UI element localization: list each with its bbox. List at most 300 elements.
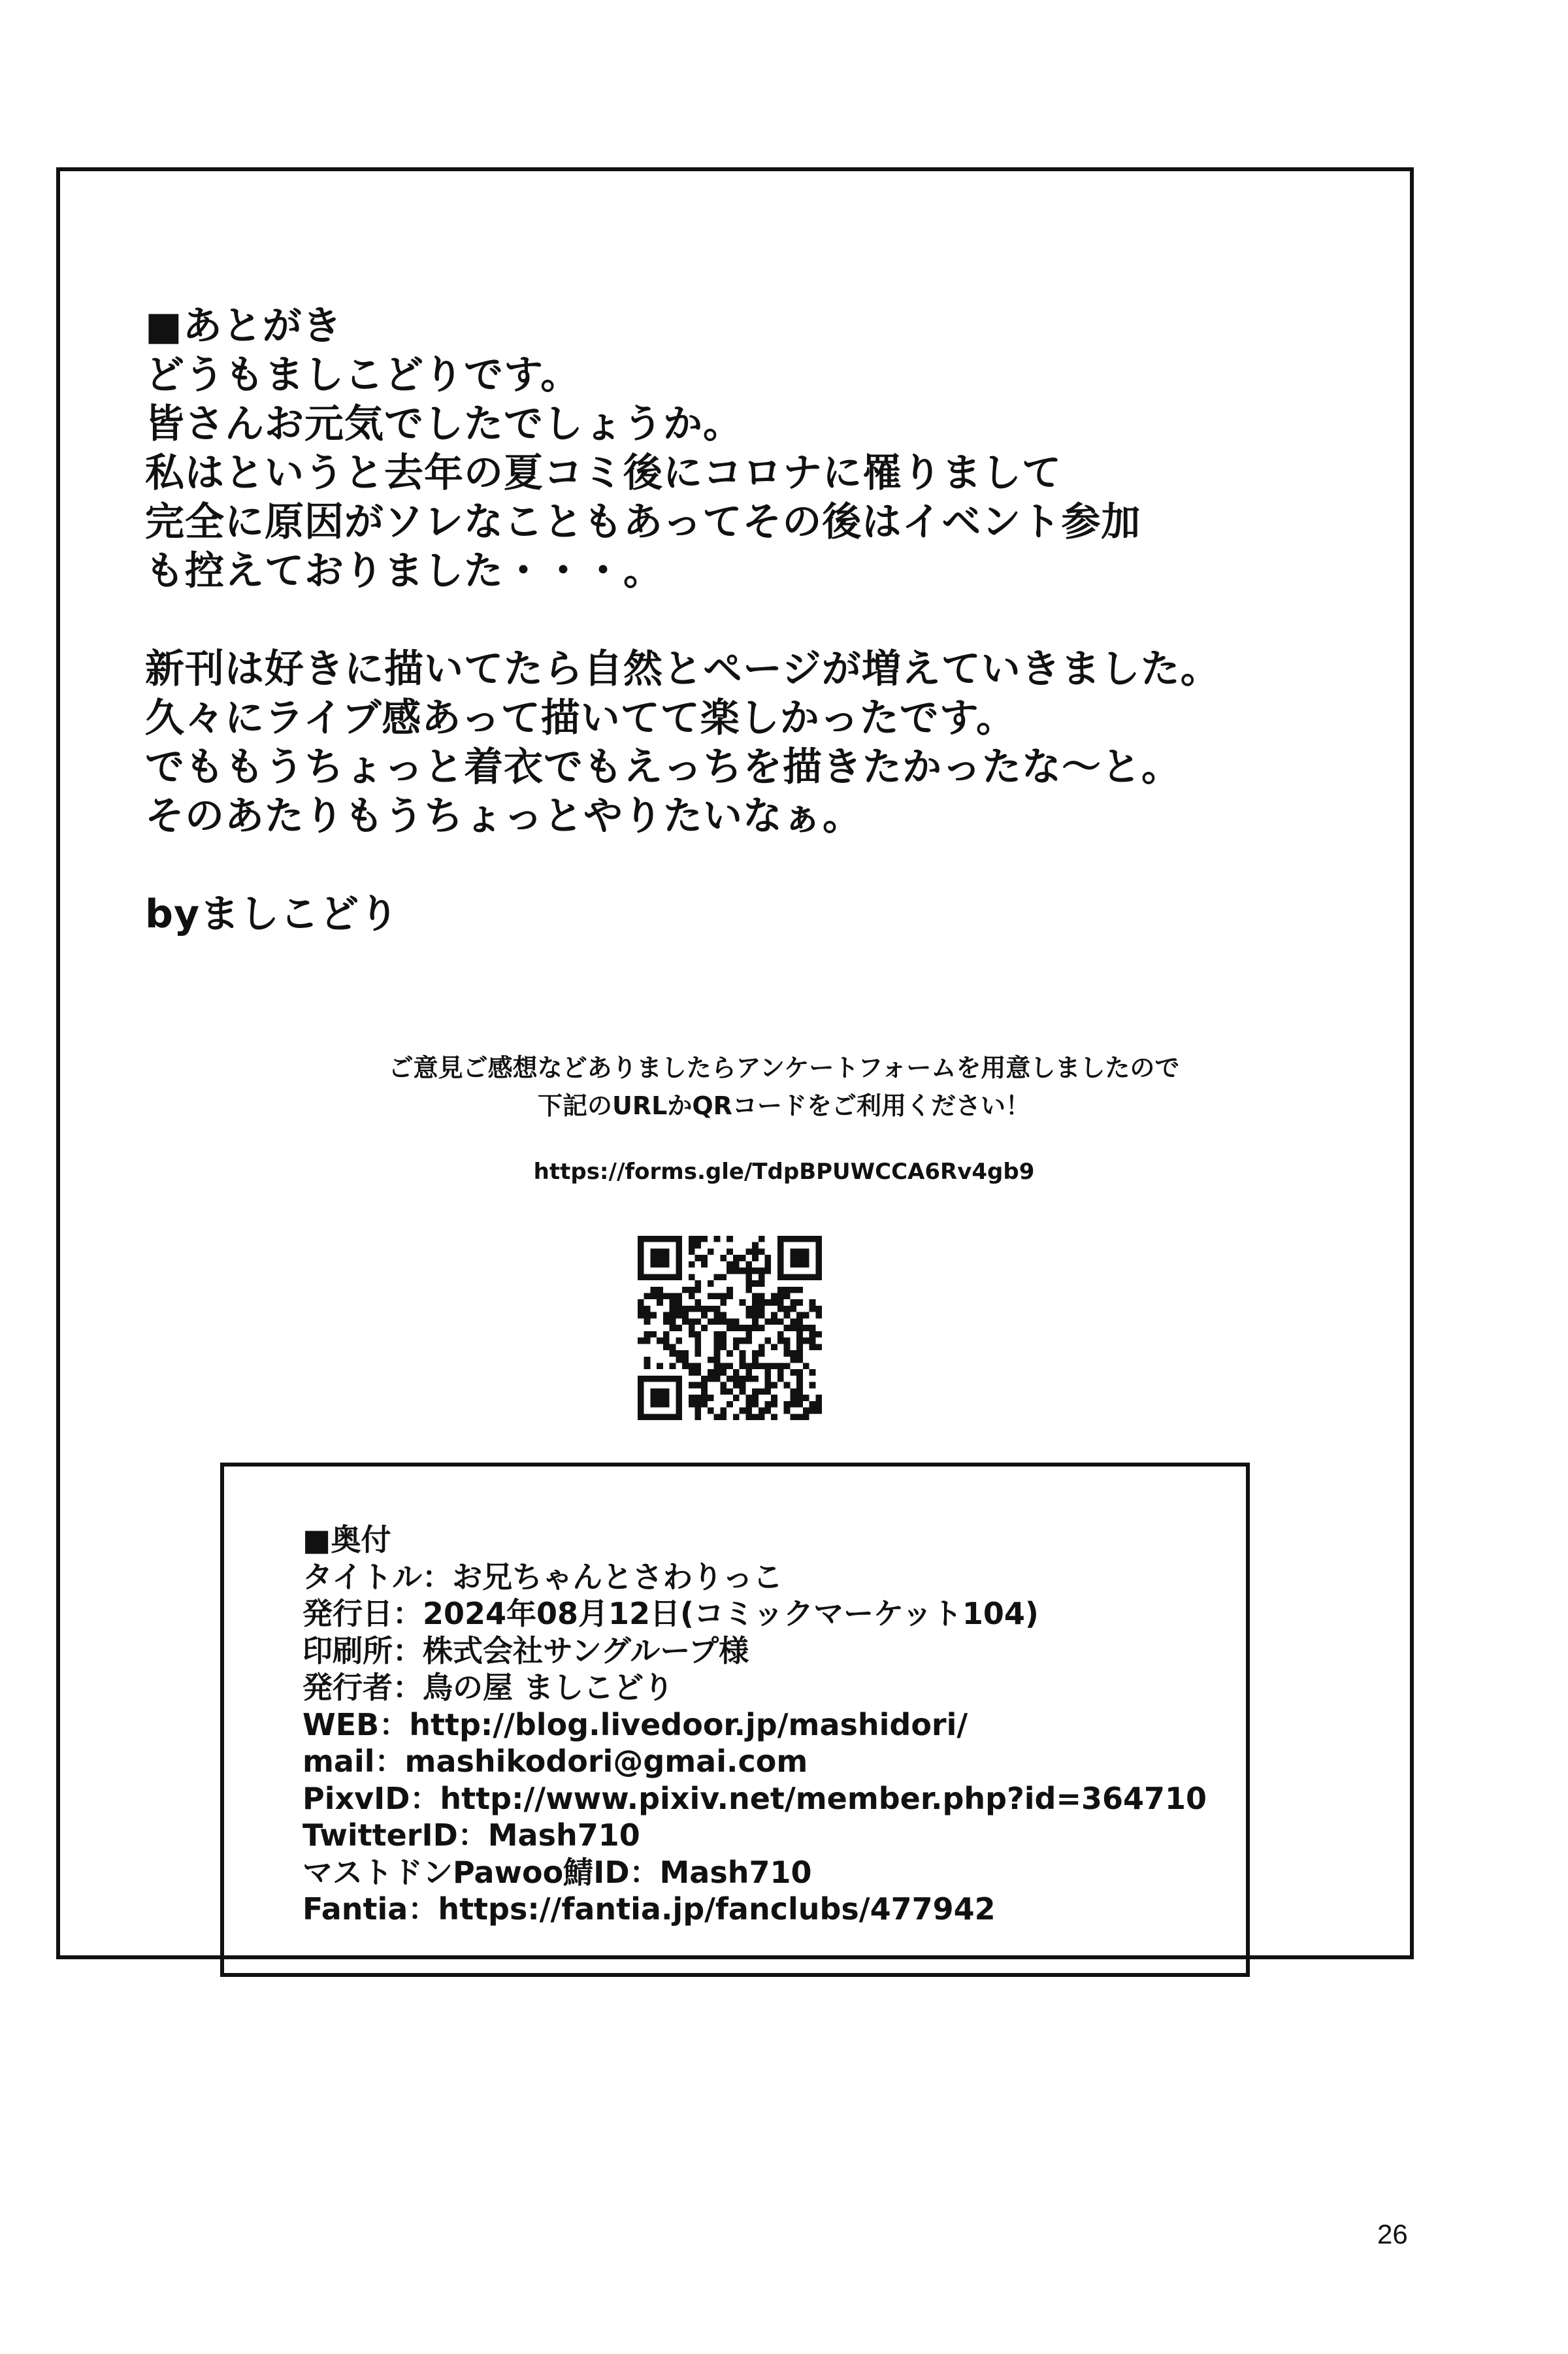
qr-module <box>784 1338 791 1344</box>
qr-module <box>689 1395 695 1401</box>
qr-module <box>657 1255 663 1261</box>
qr-module <box>759 1248 765 1255</box>
qr-module <box>771 1401 777 1408</box>
qr-module <box>689 1248 695 1255</box>
qr-module <box>714 1414 721 1420</box>
qr-module <box>764 1376 771 1382</box>
qr-module <box>695 1280 702 1287</box>
qr-module <box>638 1255 644 1261</box>
qr-module <box>676 1255 682 1261</box>
qr-module <box>809 1344 816 1350</box>
qr-module <box>670 1363 676 1369</box>
colophon-publisher: 発行者：鳥の屋 ましこどり <box>302 1670 674 1705</box>
paragraph-gap <box>145 596 1399 645</box>
qr-module <box>714 1274 721 1280</box>
qr-module <box>689 1369 695 1376</box>
qr-module <box>727 1318 733 1325</box>
qr-module <box>796 1325 803 1331</box>
qr-module <box>733 1255 740 1261</box>
qr-module <box>803 1248 809 1255</box>
qr-module <box>657 1236 663 1242</box>
qr-module <box>796 1369 803 1376</box>
qr-module <box>670 1318 676 1325</box>
qr-module <box>727 1376 733 1382</box>
qr-module <box>764 1408 771 1414</box>
qr-module <box>689 1382 695 1389</box>
qr-module <box>650 1388 657 1395</box>
qr-module <box>790 1299 796 1306</box>
qr-module <box>777 1338 784 1344</box>
qr-module <box>759 1414 765 1420</box>
afterword-line: 久々にライブ感あって描いてて楽しかったです。 <box>145 695 1016 741</box>
qr-module <box>689 1287 695 1293</box>
qr-module <box>650 1376 657 1382</box>
qr-module <box>771 1312 777 1319</box>
qr-module <box>777 1299 784 1306</box>
qr-module <box>740 1268 746 1274</box>
qr-module <box>714 1338 721 1344</box>
qr-module <box>638 1382 644 1389</box>
qr-module <box>745 1338 752 1344</box>
qr-module <box>777 1268 784 1274</box>
qr-module <box>815 1395 822 1401</box>
qr-module <box>733 1318 740 1325</box>
qr-module <box>676 1350 682 1357</box>
qr-module <box>682 1350 689 1357</box>
qr-module <box>638 1312 644 1319</box>
qr-module <box>708 1408 714 1414</box>
qr-module <box>644 1306 651 1312</box>
qr-module <box>650 1401 657 1408</box>
survey-notice-line: 下記のURLかQRコードをご利用ください！ <box>538 1091 1030 1120</box>
qr-module <box>676 1376 682 1382</box>
qr-module <box>638 1395 644 1401</box>
qr-module <box>644 1274 651 1280</box>
qr-module <box>777 1255 784 1261</box>
qr-module <box>815 1255 822 1261</box>
qr-module <box>714 1357 721 1363</box>
qr-module <box>790 1414 796 1420</box>
qr-module <box>650 1312 657 1319</box>
qr-module <box>815 1344 822 1350</box>
qr-module <box>733 1268 740 1274</box>
qr-module <box>759 1344 765 1350</box>
qr-module <box>759 1274 765 1280</box>
qr-module <box>663 1312 670 1319</box>
qr-module <box>676 1299 682 1306</box>
qr-module <box>796 1414 803 1420</box>
qr-module <box>657 1388 663 1395</box>
qr-module <box>733 1261 740 1268</box>
qr-module <box>784 1363 791 1369</box>
qr-module <box>759 1293 765 1300</box>
qr-module <box>663 1248 670 1255</box>
qr-code-graphic <box>638 1236 822 1420</box>
qr-module <box>745 1287 752 1293</box>
survey-notice <box>0 1049 1568 1125</box>
qr-module <box>803 1274 809 1280</box>
qr-module <box>790 1261 796 1268</box>
qr-module <box>752 1388 759 1395</box>
qr-module <box>695 1318 702 1325</box>
qr-module <box>720 1293 727 1300</box>
qr-module <box>676 1248 682 1255</box>
qr-module <box>790 1388 796 1395</box>
qr-module <box>689 1331 695 1338</box>
qr-module <box>657 1299 663 1306</box>
qr-module <box>650 1236 657 1242</box>
qr-module <box>752 1357 759 1363</box>
qr-module <box>727 1363 733 1369</box>
qr-module <box>638 1268 644 1274</box>
qr-module <box>764 1299 771 1306</box>
qr-module <box>764 1338 771 1344</box>
qr-module <box>777 1274 784 1280</box>
qr-module <box>790 1325 796 1331</box>
qr-module <box>695 1414 702 1420</box>
qr-module <box>784 1401 791 1408</box>
qr-module <box>752 1414 759 1420</box>
qr-module <box>689 1261 695 1268</box>
qr-module <box>777 1248 784 1255</box>
qr-module <box>670 1350 676 1357</box>
qr-module <box>650 1395 657 1401</box>
colophon-title: タイトル：お兄ちゃんとさわりっこ <box>302 1559 783 1595</box>
qr-module <box>784 1274 791 1280</box>
qr-module <box>745 1395 752 1401</box>
qr-module <box>670 1344 676 1350</box>
qr-module <box>714 1236 721 1242</box>
qr-module <box>815 1401 822 1408</box>
qr-module <box>790 1236 796 1242</box>
colophon-web: WEB：http://blog.livedoor.jp/mashidori/ <box>302 1706 968 1742</box>
qr-module <box>650 1248 657 1255</box>
qr-module <box>708 1395 714 1401</box>
qr-module <box>714 1344 721 1350</box>
qr-module <box>784 1382 791 1389</box>
qr-module <box>771 1382 777 1389</box>
qr-module <box>796 1299 803 1306</box>
qr-module <box>771 1293 777 1300</box>
qr-module <box>676 1401 682 1408</box>
qr-module <box>701 1312 708 1319</box>
qr-module <box>657 1248 663 1255</box>
qr-module <box>708 1357 714 1363</box>
qr-module <box>752 1299 759 1306</box>
qr-module <box>727 1350 733 1357</box>
qr-module <box>650 1414 657 1420</box>
qr-module <box>657 1287 663 1293</box>
qr-module <box>815 1236 822 1242</box>
qr-module <box>803 1236 809 1242</box>
qr-module <box>745 1331 752 1338</box>
qr-module <box>676 1312 682 1319</box>
qr-module <box>663 1331 670 1338</box>
qr-module <box>695 1287 702 1293</box>
qr-module <box>790 1255 796 1261</box>
qr-module <box>720 1274 727 1280</box>
qr-module <box>657 1401 663 1408</box>
qr-module <box>771 1318 777 1325</box>
qr-module <box>650 1331 657 1338</box>
qr-module <box>638 1299 644 1306</box>
qr-module <box>815 1306 822 1312</box>
qr-module <box>644 1331 651 1338</box>
qr-module <box>759 1350 765 1357</box>
qr-module <box>650 1255 657 1261</box>
qr-module <box>689 1325 695 1331</box>
qr-module <box>663 1338 670 1344</box>
qr-module <box>695 1338 702 1344</box>
qr-module <box>670 1293 676 1300</box>
qr-module <box>809 1236 816 1242</box>
qr-module <box>650 1274 657 1280</box>
qr-module <box>796 1395 803 1401</box>
qr-module <box>670 1274 676 1280</box>
qr-module <box>796 1255 803 1261</box>
qr-module <box>815 1408 822 1414</box>
qr-module <box>740 1299 746 1306</box>
qr-module <box>689 1363 695 1369</box>
qr-module <box>764 1401 771 1408</box>
qr-module <box>670 1299 676 1306</box>
qr-module <box>796 1350 803 1357</box>
qr-module <box>727 1248 733 1255</box>
qr-module <box>809 1331 816 1338</box>
qr-module <box>745 1312 752 1319</box>
qr-module <box>740 1382 746 1389</box>
qr-module <box>638 1242 644 1249</box>
qr-module <box>740 1388 746 1395</box>
qr-module <box>740 1255 746 1261</box>
colophon-body <box>302 1521 1207 1928</box>
qr-module <box>752 1248 759 1255</box>
colophon-pixiv: PixvID：http://www.pixiv.net/member.php?id=364710 <box>302 1780 1207 1816</box>
qr-module <box>809 1338 816 1344</box>
qr-module <box>752 1280 759 1287</box>
afterword-line: 完全に原因がソレなこともあってその後はイベント参加 <box>145 499 1141 545</box>
qr-module <box>676 1414 682 1420</box>
qr-module <box>784 1306 791 1312</box>
qr-module <box>784 1408 791 1414</box>
qr-module <box>701 1388 708 1395</box>
qr-module <box>701 1395 708 1401</box>
qr-module <box>796 1236 803 1242</box>
qr-module <box>796 1401 803 1408</box>
qr-module <box>771 1395 777 1401</box>
qr-module <box>708 1248 714 1255</box>
qr-module <box>695 1344 702 1350</box>
qr-module <box>752 1376 759 1382</box>
qr-module <box>650 1261 657 1268</box>
qr-module <box>745 1401 752 1408</box>
colophon-fantia: Fantia：https://fantia.jp/fanclubs/477942 <box>302 1891 996 1927</box>
qr-module <box>752 1242 759 1249</box>
qr-module <box>803 1338 809 1344</box>
qr-module <box>676 1236 682 1242</box>
qr-module <box>701 1325 708 1331</box>
qr-module <box>638 1376 644 1382</box>
qr-module <box>809 1382 816 1389</box>
qr-module <box>695 1255 702 1261</box>
qr-module <box>764 1255 771 1261</box>
qr-module <box>740 1357 746 1363</box>
qr-module <box>644 1236 651 1242</box>
qr-module <box>650 1293 657 1300</box>
qr-module <box>740 1350 746 1357</box>
qr-module <box>695 1382 702 1389</box>
qr-code-icon[interactable] <box>638 1236 822 1420</box>
qr-module <box>809 1325 816 1331</box>
qr-module <box>689 1401 695 1408</box>
qr-module <box>733 1376 740 1382</box>
qr-module <box>790 1306 796 1312</box>
qr-module <box>752 1306 759 1312</box>
qr-module <box>720 1363 727 1369</box>
qr-module <box>670 1236 676 1242</box>
qr-module <box>740 1376 746 1382</box>
qr-module <box>714 1363 721 1369</box>
qr-module <box>720 1331 727 1338</box>
qr-module <box>796 1382 803 1389</box>
qr-module <box>759 1268 765 1274</box>
qr-module <box>752 1363 759 1369</box>
qr-module <box>720 1414 727 1420</box>
qr-module <box>790 1248 796 1255</box>
qr-module <box>740 1408 746 1414</box>
qr-module <box>663 1255 670 1261</box>
qr-module <box>745 1248 752 1255</box>
qr-module <box>745 1363 752 1369</box>
qr-module <box>714 1376 721 1382</box>
qr-module <box>727 1236 733 1242</box>
qr-module <box>727 1325 733 1331</box>
qr-module <box>720 1369 727 1376</box>
qr-module <box>777 1306 784 1312</box>
qr-module <box>784 1287 791 1293</box>
qr-module <box>803 1261 809 1268</box>
qr-module <box>663 1261 670 1268</box>
qr-module <box>720 1299 727 1306</box>
qr-module <box>733 1338 740 1344</box>
qr-module <box>676 1306 682 1312</box>
qr-module <box>790 1287 796 1293</box>
qr-module <box>745 1268 752 1274</box>
qr-module <box>727 1388 733 1395</box>
qr-module <box>701 1376 708 1382</box>
qr-module <box>777 1376 784 1382</box>
qr-module <box>689 1236 695 1242</box>
qr-module <box>720 1408 727 1414</box>
qr-module <box>644 1293 651 1300</box>
qr-module <box>784 1293 791 1300</box>
qr-module <box>809 1306 816 1312</box>
afterword-line: そのあたりもうちょっとやりたいなぁ。 <box>145 793 862 839</box>
qr-module <box>676 1382 682 1389</box>
qr-module <box>771 1363 777 1369</box>
qr-module <box>777 1242 784 1249</box>
qr-module <box>745 1325 752 1331</box>
qr-module <box>796 1357 803 1363</box>
page-number: 26 <box>1377 2219 1408 2249</box>
qr-module <box>740 1338 746 1344</box>
qr-module <box>644 1312 651 1319</box>
qr-module <box>790 1401 796 1408</box>
qr-module <box>720 1338 727 1344</box>
qr-module <box>777 1287 784 1293</box>
qr-module <box>714 1312 721 1319</box>
qr-module <box>803 1363 809 1369</box>
colophon-date: 発行日：2024年08月12日(コミックマーケット104) <box>302 1596 1039 1631</box>
qr-module <box>809 1369 816 1376</box>
colophon-heading: ■奥付 <box>302 1522 391 1557</box>
qr-module <box>695 1306 702 1312</box>
qr-module <box>752 1325 759 1331</box>
qr-module <box>708 1293 714 1300</box>
qr-module <box>764 1363 771 1369</box>
qr-module <box>771 1344 777 1350</box>
survey-notice-line: ご意見ご感想などありましたらアンケートフォームを用意しましたので <box>388 1053 1180 1082</box>
qr-module <box>745 1261 752 1268</box>
qr-module <box>803 1312 809 1319</box>
qr-module <box>745 1369 752 1376</box>
qr-module <box>657 1363 663 1369</box>
qr-module <box>676 1388 682 1395</box>
qr-module <box>663 1376 670 1382</box>
qr-module <box>682 1312 689 1319</box>
qr-module <box>650 1287 657 1293</box>
qr-module <box>708 1306 714 1312</box>
qr-module <box>670 1312 676 1319</box>
qr-module <box>663 1318 670 1325</box>
qr-module <box>764 1261 771 1268</box>
qr-module <box>815 1248 822 1255</box>
qr-module <box>784 1236 791 1242</box>
qr-module <box>638 1274 644 1280</box>
qr-module <box>764 1382 771 1389</box>
qr-module <box>796 1274 803 1280</box>
qr-module <box>657 1261 663 1268</box>
survey-url-link[interactable]: https://forms.gle/TdpBPUWCCA6Rv4gb9 <box>533 1159 1035 1185</box>
qr-module <box>727 1268 733 1274</box>
qr-module <box>752 1268 759 1274</box>
qr-module <box>803 1395 809 1401</box>
qr-module <box>714 1369 721 1376</box>
qr-module <box>708 1318 714 1325</box>
colophon-box <box>220 1463 1250 1977</box>
qr-module <box>727 1401 733 1408</box>
qr-module <box>663 1401 670 1408</box>
qr-module <box>759 1408 765 1414</box>
qr-module <box>701 1306 708 1312</box>
qr-module <box>764 1318 771 1325</box>
qr-module <box>720 1312 727 1319</box>
qr-module <box>676 1268 682 1274</box>
qr-module <box>714 1318 721 1325</box>
qr-module <box>745 1408 752 1414</box>
qr-module <box>745 1274 752 1280</box>
qr-module <box>777 1331 784 1338</box>
qr-module <box>745 1306 752 1312</box>
qr-module <box>638 1248 644 1255</box>
qr-module <box>815 1261 822 1268</box>
qr-module <box>796 1338 803 1344</box>
afterword-section <box>145 302 1399 939</box>
qr-module <box>740 1325 746 1331</box>
qr-module <box>796 1287 803 1293</box>
afterword-heading: ■あとがき <box>145 303 342 349</box>
qr-module <box>796 1248 803 1255</box>
